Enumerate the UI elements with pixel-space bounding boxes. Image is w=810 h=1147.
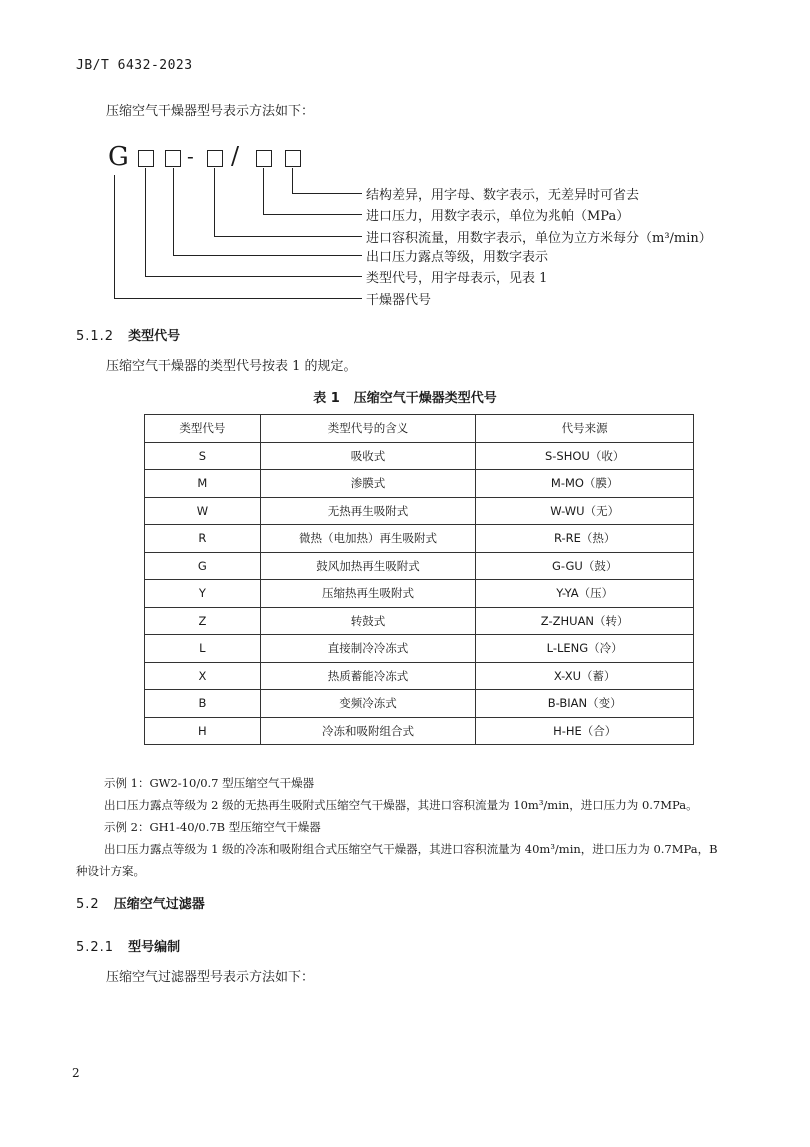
type-code-cell: R	[145, 525, 261, 553]
type-code-cell: W	[145, 497, 261, 525]
table-row	[145, 497, 694, 525]
table-row	[145, 717, 694, 745]
table-row	[145, 442, 694, 470]
code-origin-cell: X-XU（蓄）	[476, 662, 694, 690]
pressure-box	[256, 150, 272, 167]
label-type-code: 类型代号，用字母表示，见表 1	[366, 271, 548, 286]
type-meaning-cell: 冷冻和吸附组合式	[260, 717, 476, 745]
type-code-cell: Z	[145, 607, 261, 635]
code-origin-cell: R-RE（热）	[476, 525, 694, 553]
section-5-1-2-text: 压缩空气干燥器的类型代号按表 1 的规定。	[106, 359, 357, 374]
table-title: 压缩空气干燥器类型代号	[353, 391, 497, 406]
section-title: 型号编制	[128, 940, 181, 955]
section-number: 5.1.2	[76, 329, 115, 344]
table-row	[145, 470, 694, 498]
table-header-cell: 代号来源	[476, 415, 694, 443]
type-meaning-cell: 无热再生吸附式	[260, 497, 476, 525]
leader-horizontal-structure	[292, 193, 362, 194]
dewpoint-box	[165, 150, 181, 167]
label-dewpoint-grade: 出口压力露点等级，用数字表示	[366, 250, 549, 265]
type-code-cell: L	[145, 635, 261, 663]
table-number: 表 1	[313, 391, 340, 406]
table-row	[145, 580, 694, 608]
leader-horizontal-prefix	[114, 298, 362, 299]
type-code-cell: H	[145, 717, 261, 745]
code-origin-cell: H-HE（合）	[476, 717, 694, 745]
type-meaning-cell: 压缩热再生吸附式	[260, 580, 476, 608]
code-origin-cell: L-LENG（冷）	[476, 635, 694, 663]
type-code-cell: Y	[145, 580, 261, 608]
example-1-text: 出口压力露点等级为 2 级的无热再生吸附式压缩空气干燥器，其进口容积流量为 10m³/min，进口压力为 0.7MPa。	[104, 798, 698, 812]
type-meaning-cell: 微热（电加热）再生吸附式	[260, 525, 476, 553]
type-meaning-cell: 热质蓄能冷冻式	[260, 662, 476, 690]
leader-vertical-flow	[214, 168, 215, 236]
leader-horizontal-type	[145, 276, 362, 277]
code-origin-cell: M-MO（膜）	[476, 470, 694, 498]
table-header-cell: 类型代号的含义	[260, 415, 476, 443]
section-number: 5.2.1	[76, 940, 115, 955]
model-dash: -	[187, 144, 194, 168]
section-number: 5.2	[76, 897, 100, 912]
leader-vertical-prefix	[114, 175, 115, 299]
leader-vertical-dewpoint	[173, 168, 174, 255]
label-structure-difference: 结构差异，用字母、数字表示，无差异时可省去	[366, 188, 640, 203]
leader-horizontal-dewpoint	[173, 255, 362, 256]
table-row	[145, 635, 694, 663]
type-code-cell: M	[145, 470, 261, 498]
example-2-text-line1: 出口压力露点等级为 1 级的冷冻和吸附组合式压缩空气干燥器，其进口容积流量为 40m³/min，进口压力为 0.7MPa，B	[104, 842, 718, 856]
type-code-cell: G	[145, 552, 261, 580]
table-row	[145, 552, 694, 580]
section-title: 压缩空气过滤器	[113, 897, 205, 912]
section-heading-5-2-1	[76, 936, 180, 955]
label-inlet-flow: 进口容积流量，用数字表示，单位为立方米每分（m³/min）	[366, 231, 712, 246]
type-meaning-cell: 渗膜式	[260, 470, 476, 498]
model-prefix: G	[108, 142, 129, 172]
example-2-text-line2: 种设计方案。	[76, 864, 145, 878]
type-meaning-cell: 直接制冷冷冻式	[260, 635, 476, 663]
type-meaning-cell: 转鼓式	[260, 607, 476, 635]
type-code-cell: S	[145, 442, 261, 470]
label-inlet-pressure: 进口压力，用数字表示，单位为兆帕（MPa）	[366, 209, 630, 224]
section-heading-5-1-2	[76, 325, 180, 344]
table-row	[145, 525, 694, 553]
example-1-title: 示例 1：GW2-10/0.7 型压缩空气干燥器	[104, 776, 315, 790]
type-meaning-cell: 变频冷冻式	[260, 690, 476, 718]
leader-horizontal-pressure	[263, 214, 362, 215]
leader-vertical-pressure	[263, 168, 264, 214]
type-meaning-cell: 吸收式	[260, 442, 476, 470]
code-origin-cell: W-WU（无）	[476, 497, 694, 525]
type-meaning-cell: 鼓风加热再生吸附式	[260, 552, 476, 580]
code-origin-cell: B-BIAN（变）	[476, 690, 694, 718]
code-origin-cell: Z-ZHUAN（转）	[476, 607, 694, 635]
section-title: 类型代号	[128, 329, 181, 344]
table-row	[145, 690, 694, 718]
model-slash: /	[231, 142, 240, 170]
type-code-cell: B	[145, 690, 261, 718]
code-origin-cell: S-SHOU（收）	[476, 442, 694, 470]
filter-model-intro: 压缩空气过滤器型号表示方法如下：	[106, 970, 315, 985]
code-origin-cell: G-GU（鼓）	[476, 552, 694, 580]
table-row	[145, 662, 694, 690]
page-number: 2	[72, 1066, 80, 1080]
dryer-type-code-table	[144, 414, 694, 745]
table-row	[145, 607, 694, 635]
leader-vertical-type	[145, 168, 146, 276]
table-header-cell: 类型代号	[145, 415, 261, 443]
example-2-title: 示例 2：GH1-40/0.7B 型压缩空气干燥器	[104, 820, 321, 834]
type-code-cell: X	[145, 662, 261, 690]
document-code: JB/T 6432-2023	[76, 58, 193, 73]
table-caption	[0, 387, 810, 406]
table-header-row	[145, 415, 694, 443]
code-origin-cell: Y-YA（压）	[476, 580, 694, 608]
dryer-model-intro: 压缩空气干燥器型号表示方法如下：	[106, 104, 315, 119]
section-heading-5-2	[76, 893, 205, 912]
type-code-box	[138, 150, 154, 167]
structure-box	[285, 150, 301, 167]
flow-box	[207, 150, 223, 167]
leader-horizontal-flow	[214, 236, 362, 237]
label-dryer-code: 干燥器代号	[366, 293, 432, 308]
leader-vertical-structure	[292, 168, 293, 193]
